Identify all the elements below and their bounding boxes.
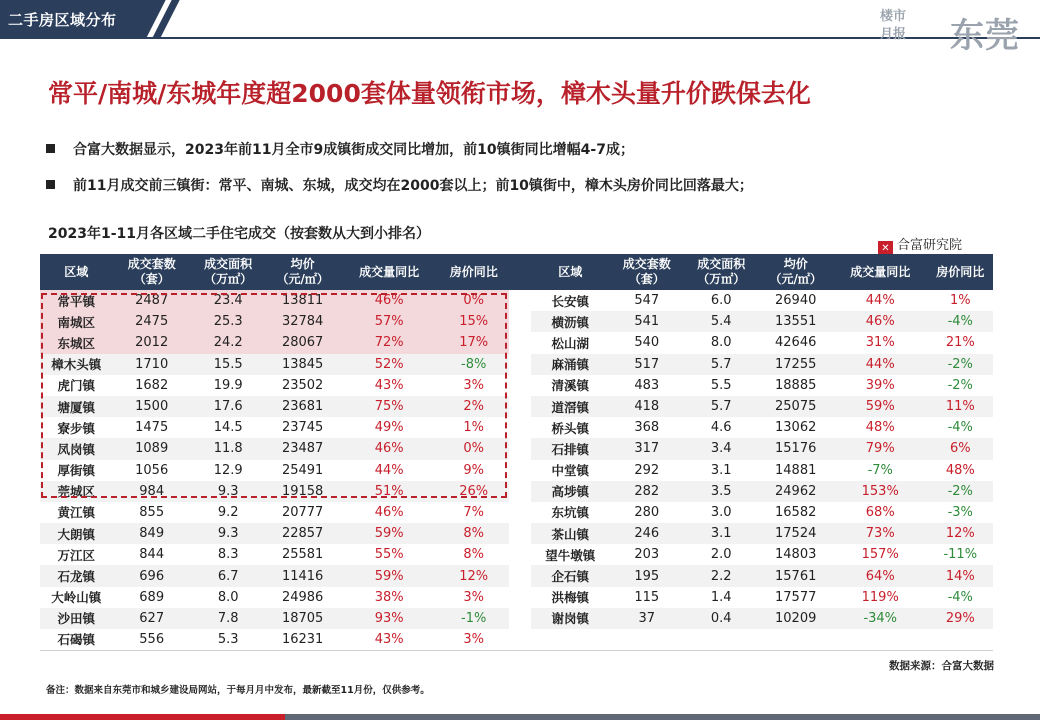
cell-price: 13062 [775,420,817,436]
cell-vol: 38% [374,589,404,605]
cell-area: 17.6 [191,396,265,417]
cell-area: 5.7 [684,354,758,375]
table-row [40,438,993,459]
cell-vol: 46% [340,290,439,311]
cell-area: 3.4 [684,438,758,459]
cell-price: 16582 [775,504,817,520]
cell-area: 8.0 [217,589,239,605]
cell-name: 高埗镇 [531,481,609,502]
cell-units: 1475 [135,420,169,436]
cell-area: 9.2 [217,504,239,520]
cell-area: 2.2 [684,565,758,586]
column-header-left: 成交套数 （套） [112,254,190,290]
cell-units: 849 [112,523,190,544]
cell-price: 25075 [758,396,832,417]
cell-name: 寮步镇 [57,420,95,436]
row-spacer [509,523,531,544]
cell-priceyoy: 21% [945,335,975,351]
cell-price: 15761 [758,565,832,586]
cell-priceyoy: 12% [928,523,993,544]
table-row [40,608,993,629]
row-spacer [509,587,531,608]
cell-vol: 48% [865,420,895,436]
table-row [40,502,993,523]
cell-price: 26940 [775,293,817,309]
cell-vol: 57% [340,311,439,332]
row-spacer [509,608,531,629]
cell-area: 14.5 [213,420,243,436]
cell-name: 常平镇 [40,290,112,311]
column-spacer [509,254,531,290]
table-row [40,587,993,608]
cell-priceyoy: -4% [947,420,973,436]
cell-price: 23502 [281,377,324,393]
cell-priceyoy: 8% [438,523,508,544]
cell-price [758,629,832,650]
footnote: 备注：数据来自东莞市和城乡建设局网站，于每月月中发布，最新截至11月份，仅供参考。 [46,685,430,696]
transaction-table [40,254,993,651]
cell-price: 25581 [281,547,324,563]
cell-vol: 59% [340,523,439,544]
cell-priceyoy: -2% [928,481,993,502]
cell-vol: 157% [861,547,899,563]
cell-priceyoy: 3% [463,377,485,393]
brand-logo [880,6,1020,56]
cell-price: 22857 [265,523,339,544]
column-header-left: 区域 [40,254,112,290]
cell-name: 大朗镇 [40,523,112,544]
table-row [40,544,993,565]
cell-vol: -7% [867,462,893,478]
cell-area: 6.7 [191,565,265,586]
cell-price: 13845 [265,354,339,375]
cell-name: 石龙镇 [40,565,112,586]
cell-area: 2.0 [710,547,732,563]
cell-units: 984 [112,481,190,502]
row-spacer [509,332,531,353]
cell-units: 483 [634,377,660,393]
cell-area: 3.5 [684,481,758,502]
cell-units: 195 [610,565,684,586]
table-body [40,290,993,650]
table-row [40,354,993,375]
cell-price: 42646 [775,335,817,351]
cell-vol: 43% [340,629,439,650]
cell-vol: 46% [374,504,404,520]
logo-small-top: 楼市 [880,9,907,24]
cell-units: 282 [610,481,684,502]
cell-units: 317 [610,438,684,459]
table-row [40,629,993,650]
cell-priceyoy: 6% [928,438,993,459]
cell-units: 418 [610,396,684,417]
cell-name: 厚街镇 [57,463,95,479]
cell-vol: 39% [865,377,895,393]
logo-small-bottom: 月报 [880,27,907,42]
cell-name: 中堂镇 [551,463,590,479]
cell-name: 樟木头镇 [40,354,112,375]
cell-priceyoy: 0% [438,438,508,459]
cell-name: 沙田镇 [40,608,112,629]
cell-vol: 59% [340,565,439,586]
cell-area [684,629,758,650]
cell-area: 15.5 [191,354,265,375]
cell-units: 368 [634,420,660,436]
cell-name: 麻涌镇 [531,354,609,375]
cell-priceyoy: 3% [438,629,508,650]
cell-price: 13551 [758,311,832,332]
page-headline: 常平/南城/东城年度超2000套体量领衔市场，樟木头量升价跌保去化 [48,79,811,108]
cell-name: 桥头镇 [551,420,590,436]
cell-name: 横沥镇 [531,311,609,332]
cell-area: 3.1 [684,523,758,544]
cell-price: 23681 [265,396,339,417]
cell-vol: 73% [833,523,928,544]
cell-units: 280 [634,504,660,520]
column-header-right: 成交面积 （万㎡） [684,254,758,290]
row-spacer [509,290,531,311]
cell-area: 25.3 [191,311,265,332]
cell-area: 7.8 [191,608,265,629]
cell-units: 115 [634,589,660,605]
cell-priceyoy: -8% [438,354,508,375]
cell-units [610,629,684,650]
cell-units: 517 [610,354,684,375]
cell-name: 石排镇 [531,438,609,459]
cell-name: 企石镇 [531,565,609,586]
cell-priceyoy: -2% [947,377,973,393]
bullet-text: 前11月成交前三镇街：常平、南城、东城，成交均在2000套以上；前10镇街中，樟木头房价同比回落最大； [73,178,753,194]
cell-vol: 79% [833,438,928,459]
cell-units: 1682 [135,377,169,393]
cell-vol: 59% [833,396,928,417]
cell-units: 627 [112,608,190,629]
cell-priceyoy: 17% [438,332,508,353]
table-row [40,332,993,353]
row-spacer [509,544,531,565]
cell-priceyoy: -3% [947,504,973,520]
cell-area: 9.3 [191,481,265,502]
cell-vol: 119% [861,589,899,605]
column-header-left: 房价同比 [438,254,508,290]
cell-priceyoy: 0% [438,290,508,311]
cell-name: 石碣镇 [40,629,112,650]
cell-name: 虎门镇 [57,378,95,394]
cell-price: 14881 [775,462,817,478]
cell-area: 24.2 [191,332,265,353]
cell-price: 25491 [281,462,324,478]
cell-vol: 44% [374,462,404,478]
cell-vol: 68% [865,504,895,520]
cell-units: 556 [112,629,190,650]
cell-area: 5.5 [710,377,732,393]
cell-name: 东城区 [40,332,112,353]
cell-units: 540 [634,335,660,351]
cell-priceyoy: 48% [945,462,975,478]
cell-area: 9.3 [191,523,265,544]
row-spacer [509,629,531,650]
cell-name: 南城区 [40,311,112,332]
cell-units: 844 [139,547,165,563]
cell-units: 246 [610,523,684,544]
row-spacer [509,565,531,586]
cell-price: 18705 [265,608,339,629]
footer-accent [0,714,285,720]
cell-vol: -34% [833,608,928,629]
cell-vol: 93% [340,608,439,629]
cell-price: 28067 [265,332,339,353]
column-header-left: 均价 （元/㎡） [265,254,339,290]
cell-name: 凤岗镇 [40,438,112,459]
cell-units: 2487 [112,290,190,311]
row-spacer [509,502,531,523]
table-row [40,396,993,417]
cell-units: 2012 [112,332,190,353]
row-spacer [509,396,531,417]
cell-area: 3.1 [710,462,732,478]
cell-area: 19.9 [213,377,243,393]
cell-price: 15176 [758,438,832,459]
cell-name: 谢岗镇 [531,608,609,629]
table-row [40,417,993,438]
bullet-text: 合富大数据显示，2023年前11月全市9成镇街成交同比增加，前10镇街同比增幅4-7成； [73,142,634,158]
research-institute-mark [878,234,962,256]
column-header-right: 均价 （元/㎡） [758,254,832,290]
section-tag-label: 二手房区域分布 [8,11,117,29]
cell-priceyoy: -1% [438,608,508,629]
cell-vol: 44% [833,354,928,375]
cell-name: 黄江镇 [57,505,95,521]
cell-name: 望牛墩镇 [545,547,596,563]
cell-name: 茶山镇 [531,523,609,544]
table-row [40,481,993,502]
row-spacer [509,481,531,502]
cell-price: 14803 [775,547,817,563]
cell-vol: 43% [374,377,404,393]
cell-area: 3.0 [710,504,732,520]
cell-units: 1710 [112,354,190,375]
cell-units: 1089 [112,438,190,459]
cell-price: 24986 [281,589,324,605]
cell-area: 11.8 [191,438,265,459]
column-header-left: 成交面积 （万㎡） [191,254,265,290]
row-spacer [509,417,531,438]
cell-priceyoy: 3% [463,589,485,605]
column-header-right: 区域 [531,254,609,290]
row-spacer [509,375,531,396]
cell-priceyoy: 7% [463,504,485,520]
cell-priceyoy: 12% [438,565,508,586]
column-header-right: 成交量同比 [833,254,928,290]
cell-name: 东坑镇 [551,505,590,521]
cell-units: 855 [139,504,165,520]
cell-area: 23.4 [191,290,265,311]
cell-name: 洪梅镇 [551,590,590,606]
cell-priceyoy: 15% [438,311,508,332]
table-row [40,375,993,396]
cell-units: 689 [139,589,165,605]
cell-vol: 64% [833,565,928,586]
cell-area: 12.9 [213,462,243,478]
row-spacer [509,460,531,481]
row-spacer [509,438,531,459]
cell-price: 11416 [265,565,339,586]
column-header-right: 房价同比 [928,254,993,290]
cell-vol: 72% [340,332,439,353]
cell-vol: 49% [374,420,404,436]
cell-priceyoy: 8% [463,547,485,563]
cell-vol: 51% [340,481,439,502]
cell-name: 道滘镇 [531,396,609,417]
cell-price: 17524 [758,523,832,544]
cell-price: 16231 [265,629,339,650]
cell-vol: 44% [865,293,895,309]
cell-price: 10209 [758,608,832,629]
cell-area: 5.3 [191,629,265,650]
cell-vol: 55% [374,547,404,563]
cell-vol: 75% [340,396,439,417]
cell-priceyoy: -4% [947,589,973,605]
cell-price: 32784 [265,311,339,332]
cell-priceyoy: 1% [949,293,971,309]
table-row [40,311,993,332]
logo-big: 东莞 [950,16,1020,56]
cell-price: 20777 [281,504,324,520]
cell-name [531,629,609,650]
cell-price: 18885 [775,377,817,393]
brand-mark-icon: ✕ [878,241,893,256]
cell-area: 5.7 [684,396,758,417]
cell-vol: 31% [865,335,895,351]
bullet-item [46,139,634,159]
cell-price: 17577 [775,589,817,605]
data-source: 数据来源：合富大数据 [889,660,994,672]
cell-price: 13811 [265,290,339,311]
cell-priceyoy: 9% [463,462,485,478]
cell-units: 541 [610,311,684,332]
cell-area: 0.4 [684,608,758,629]
cell-vol: 153% [833,481,928,502]
cell-name: 万江区 [57,547,95,563]
cell-units: 2475 [112,311,190,332]
cell-priceyoy: -4% [928,311,993,332]
cell-priceyoy [928,629,993,650]
column-header-left: 成交量同比 [340,254,439,290]
cell-priceyoy: 11% [928,396,993,417]
cell-price: 24962 [758,481,832,502]
cell-priceyoy: 26% [438,481,508,502]
table-row [40,290,993,311]
cell-units: 292 [634,462,660,478]
column-header-right: 成交套数 （套） [610,254,684,290]
cell-vol: 46% [340,438,439,459]
cell-units: 1500 [112,396,190,417]
cell-name: 莞城区 [40,481,112,502]
cell-priceyoy: -2% [928,354,993,375]
cell-name: 松山湖 [551,335,590,351]
cell-priceyoy: 1% [463,420,485,436]
cell-price: 23745 [281,420,324,436]
cell-name: 塘厦镇 [40,396,112,417]
cell-price: 19158 [265,481,339,502]
cell-area: 1.4 [710,589,732,605]
row-spacer [509,354,531,375]
cell-price: 17255 [758,354,832,375]
table-title: 2023年1-11月各区域二手住宅成交（按套数从大到小排名） [48,226,430,242]
cell-area: 8.3 [217,547,239,563]
cell-units: 37 [610,608,684,629]
cell-priceyoy: 29% [928,608,993,629]
square-bullet-icon [46,144,55,153]
cell-area: 8.0 [710,335,732,351]
cell-vol: 52% [340,354,439,375]
cell-vol [833,629,928,650]
cell-name: 清溪镇 [551,378,590,394]
cell-name: 长安镇 [551,293,590,309]
bullet-item [46,175,753,195]
cell-units: 547 [634,293,660,309]
cell-area: 6.0 [710,293,732,309]
research-institute-label: 合富研究院 [897,238,963,253]
cell-area: 4.6 [710,420,732,436]
cell-units: 203 [634,547,660,563]
table-row [40,460,993,481]
row-spacer [509,311,531,332]
table-row [40,523,993,544]
cell-units: 1056 [135,462,169,478]
cell-priceyoy: 2% [438,396,508,417]
square-bullet-icon [46,180,55,189]
table-row [40,565,993,586]
cell-priceyoy: -11% [943,547,978,563]
cell-priceyoy: 14% [928,565,993,586]
table-header-row [40,254,993,290]
cell-vol: 46% [833,311,928,332]
cell-units: 696 [112,565,190,586]
cell-name: 大岭山镇 [51,590,102,606]
cell-area: 5.4 [684,311,758,332]
cell-price: 23487 [265,438,339,459]
